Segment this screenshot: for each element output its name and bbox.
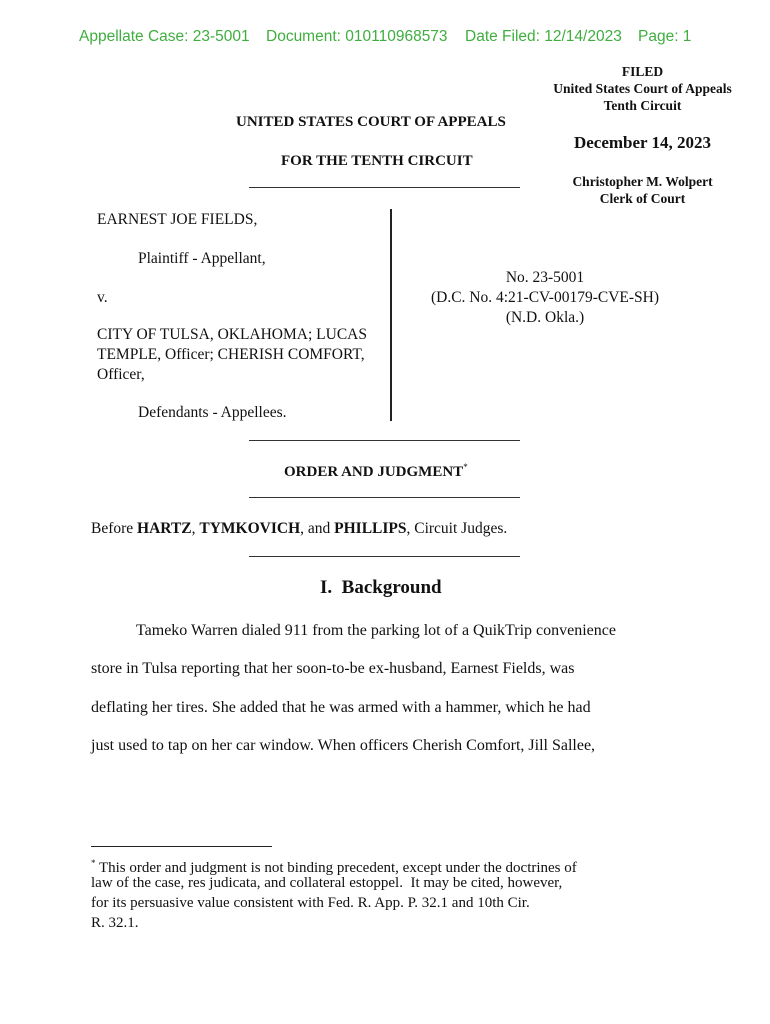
judge-tymkovich: TYMKOVICH (199, 520, 301, 537)
judges-suffix: , Circuit Judges. (406, 520, 508, 537)
clerk-title: Clerk of Court (599, 191, 686, 206)
defendants-line-3: Officer, (97, 366, 145, 383)
judges-sep: , (191, 520, 200, 537)
footnote-rule (91, 846, 272, 847)
body-line-4: just used to tap on her car window. When officers Cherish Comfort, Jill Sallee, (91, 737, 596, 754)
judge-phillips: PHILLIPS (334, 520, 407, 537)
body-line-3: deflating her tires. She added that he was armed with a hammer, which he had (91, 699, 591, 716)
defendants-line-1: CITY OF TULSA, OKLAHOMA; LUCAS (97, 326, 367, 343)
order-title (284, 462, 468, 481)
body-line-1: Tameko Warren dialed 911 from the parking lot of a QuikTrip convenience (136, 622, 616, 639)
order-title-text: ORDER AND JUDGMENT (284, 464, 464, 480)
filing-header (0, 28, 770, 48)
section-heading: I. Background (320, 577, 442, 598)
court-name: UNITED STATES COURT OF APPEALS (236, 114, 506, 130)
footnote-line-2: law of the case, res judicata, and collateral estoppel. It may be cited, however, (91, 875, 563, 891)
judges-before: Before (91, 520, 138, 537)
district-case-number: (D.C. No. 4:21-CV-00179-CVE-SH) (430, 289, 660, 306)
plaintiff-role: Plaintiff - Appellant, (138, 250, 266, 267)
header-date-filed: Date Filed: 12/14/2023 (465, 28, 622, 45)
judge-hartz: HARTZ (137, 520, 192, 537)
header-page: Page: 1 (638, 28, 692, 45)
filed-label: FILED (621, 64, 664, 79)
divider (249, 187, 520, 188)
filed-circuit: Tenth Circuit (603, 98, 682, 113)
judges-sep: , and (300, 520, 335, 537)
defendants-role: Defendants - Appellees. (138, 404, 287, 421)
divider (249, 497, 520, 498)
defendants-line-2: TEMPLE, Officer; CHERISH COMFORT, (97, 346, 365, 363)
case-number: No. 23-5001 (505, 269, 585, 286)
footnote-line-3: for its persuasive value consistent with Fed. R. App. P. 32.1 and 10th Cir. (91, 895, 530, 911)
divider (249, 556, 520, 557)
judges-line (91, 519, 507, 539)
footnote-line-4: R. 32.1. (91, 915, 139, 931)
filed-court: United States Court of Appeals (553, 81, 732, 96)
order-footnote-mark: * (463, 462, 468, 472)
header-case: Appellate Case: 23-5001 (79, 28, 250, 45)
footnote-mark: * (91, 858, 96, 868)
divider (249, 440, 520, 441)
district-court: (N.D. Okla.) (505, 309, 585, 326)
footnote-text-1: This order and judgment is not binding precedent, except under the doctrines of (95, 860, 577, 876)
versus: v. (97, 289, 108, 306)
body-line-2: store in Tulsa reporting that her soon-to-be ex-husband, Earnest Fields, was (91, 660, 575, 677)
filed-date: December 14, 2023 (573, 133, 712, 152)
header-document: Document: 010110968573 (266, 28, 448, 45)
clerk-name: Christopher M. Wolpert (572, 174, 713, 189)
plaintiff-name: EARNEST JOE FIELDS, (97, 211, 258, 228)
caption-divider (390, 209, 392, 421)
circuit-name: FOR THE TENTH CIRCUIT (281, 153, 473, 169)
